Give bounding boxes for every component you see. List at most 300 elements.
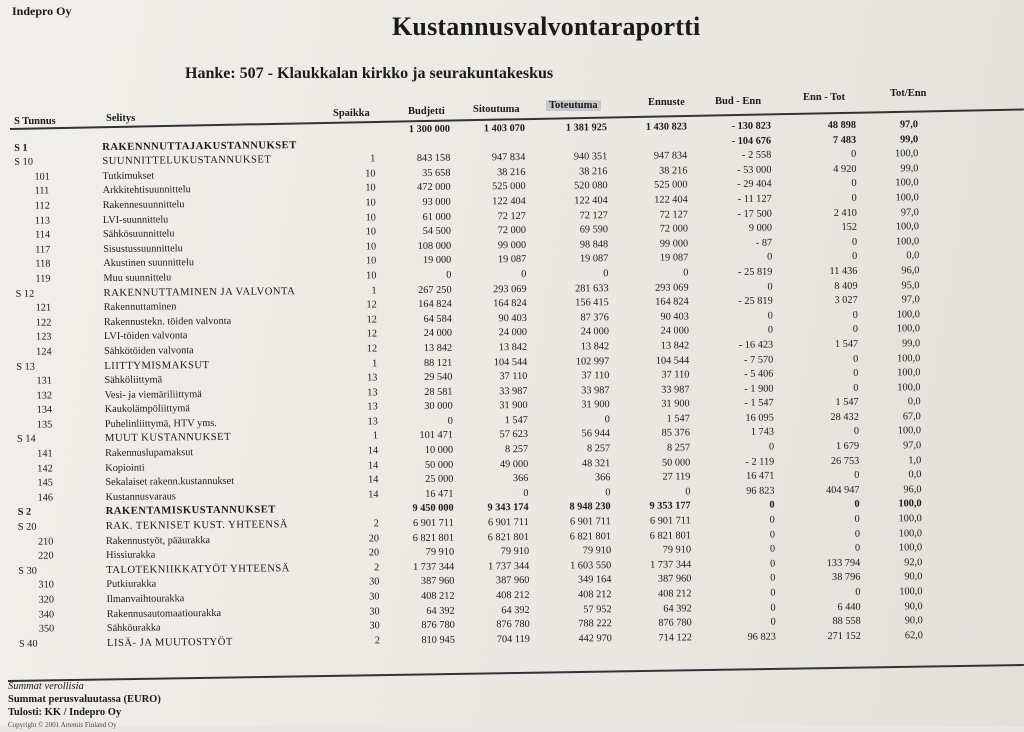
row-budjetti: 843 158 [390, 152, 450, 167]
row-tot-enn: 97,0 [873, 439, 921, 454]
row-toteutuma: 57 952 [550, 603, 612, 618]
row-enn-tot: 133 794 [794, 557, 860, 572]
row-tot-enn: 100,0 [871, 191, 919, 206]
row-spaikka: 20 [349, 547, 379, 562]
row-ennuste [625, 135, 687, 136]
report-footer [8, 680, 161, 732]
row-bud-enn: 0 [709, 499, 775, 514]
row-tot-enn: 100,0 [874, 498, 922, 513]
row-spaikka: 13 [348, 386, 378, 401]
row-description: Hissiurakka [106, 549, 155, 564]
row-toteutuma: 788 222 [550, 617, 612, 632]
row-description: Rakennesuunnittelu [103, 198, 185, 213]
row-sitoutuma: 876 780 [470, 618, 530, 633]
row-enn-tot: 1 547 [793, 396, 859, 411]
row-enn-tot: 0 [794, 527, 860, 542]
row-description: RAKENTAMISKUSTANNUKSET [106, 504, 276, 520]
row-tot-enn: 100,0 [871, 220, 919, 235]
row-sitoutuma [465, 137, 525, 138]
row-enn-tot: 152 [791, 221, 857, 236]
row-sitoutuma: 72 127 [466, 210, 526, 225]
row-ennuste: 714 122 [630, 631, 692, 646]
row-enn-tot: 88 558 [795, 615, 861, 630]
row-enn-tot: 0 [794, 498, 860, 513]
row-ennuste: 387 960 [629, 573, 691, 588]
row-budjetti: 79 910 [394, 546, 454, 561]
row-description: RAKENNUTTAMINEN JA VALVONTA [104, 285, 296, 301]
row-budjetti: 64 584 [392, 312, 452, 327]
row-description: Putkiurakka [106, 578, 156, 593]
row-description: Rakennustekn. töiden valvonta [104, 315, 231, 331]
row-description: Sähkötöiden valvonta [104, 344, 194, 359]
row-toteutuma: 33 987 [547, 384, 609, 399]
row-code: S 12 [16, 287, 35, 302]
row-code: S 14 [17, 433, 36, 448]
footer-printed: Tulosti: KK / Indepro Oy [8, 706, 161, 719]
row-budjetti: 16 471 [393, 488, 453, 503]
row-bud-enn: 0 [707, 324, 773, 339]
row-toteutuma: 69 590 [546, 223, 608, 238]
row-budjetti: 408 212 [394, 590, 454, 605]
row-enn-tot: 0 [791, 177, 857, 192]
row-budjetti: 54 500 [391, 225, 451, 240]
row-description: Arkkitehtisuunnittelu [103, 184, 191, 199]
row-budjetti: 0 [393, 415, 453, 430]
row-enn-tot: 0 [794, 542, 860, 557]
row-toteutuma: 0 [546, 267, 608, 282]
row-bud-enn: - 16 423 [707, 338, 773, 353]
row-sitoutuma: 33 987 [468, 385, 528, 400]
row-tot-enn: 100,0 [872, 352, 920, 367]
row-enn-tot: 0 [794, 586, 860, 601]
row-spaikka: 30 [349, 590, 379, 605]
col-selitys: Selitys [106, 113, 135, 124]
row-tot-enn: 0,0 [873, 395, 921, 410]
row-budjetti: 0 [391, 269, 451, 284]
row-bud-enn: - 130 823 [705, 120, 771, 135]
row-bud-enn: 9 000 [706, 222, 772, 237]
row-enn-tot: 0 [793, 469, 859, 484]
row-spaikka: 10 [346, 211, 376, 226]
row-bud-enn: - 17 500 [706, 207, 772, 222]
row-tot-enn: 100,0 [874, 541, 922, 556]
row-ennuste: 0 [626, 266, 688, 281]
row-description: LISÄ- JA MUUTOSTYÖT [107, 636, 233, 652]
row-tot-enn: 1,0 [873, 454, 921, 469]
row-sitoutuma: 99 000 [466, 239, 526, 254]
row-sitoutuma: 387 960 [469, 574, 529, 589]
row-bud-enn: 16 095 [708, 411, 774, 426]
row-code: 131 [36, 375, 52, 390]
row-bud-enn: 0 [710, 616, 776, 631]
row-description: SUUNNITTELUKUSTANNUKSET [102, 154, 271, 170]
row-budjetti: 50 000 [393, 458, 453, 473]
row-sitoutuma: 1 547 [468, 414, 528, 429]
row-budjetti: 88 121 [392, 356, 452, 371]
row-toteutuma: 281 633 [547, 282, 609, 297]
row-description: Rakennuslupamaksut [105, 446, 193, 461]
col-toteutuma: Toteutuma [546, 100, 601, 111]
row-code: 101 [34, 170, 50, 185]
row-enn-tot: 271 152 [795, 630, 861, 645]
row-bud-enn: - 11 127 [706, 193, 772, 208]
row-code: S 2 [18, 506, 32, 521]
row-spaikka: 20 [349, 532, 379, 547]
row-description: Muu suunnittelu [103, 271, 171, 286]
row-budjetti: 93 000 [391, 196, 451, 211]
row-enn-tot: 6 440 [795, 600, 861, 615]
row-bud-enn: 0 [710, 601, 776, 616]
row-sitoutuma: 293 069 [467, 282, 527, 297]
row-budjetti: 64 392 [395, 604, 455, 619]
row-spaikka: 30 [349, 576, 379, 591]
row-code: 350 [39, 623, 55, 638]
row-tot-enn: 0,0 [871, 250, 919, 265]
row-description: Tutkimukset [102, 169, 154, 184]
row-tot-enn: 62,0 [875, 629, 923, 644]
row-ennuste: 525 000 [626, 179, 688, 194]
row-budjetti: 876 780 [395, 619, 455, 634]
row-spaikka: 10 [345, 167, 375, 182]
col-ennuste: Ennuste [648, 97, 685, 108]
row-budjetti: 810 945 [395, 633, 455, 648]
row-ennuste: 79 910 [629, 544, 691, 559]
row-tot-enn: 100,0 [872, 308, 920, 323]
row-spaikka: 10 [346, 226, 376, 241]
row-bud-enn: 0 [706, 251, 772, 266]
row-toteutuma: 72 127 [546, 209, 608, 224]
row-ennuste: 0 [628, 485, 690, 500]
row-spaikka: 12 [347, 299, 377, 314]
row-tot-enn: 100,0 [873, 425, 921, 440]
row-toteutuma: 38 216 [545, 165, 607, 180]
row-toteutuma: 37 110 [547, 369, 609, 384]
row-sitoutuma: 947 834 [465, 151, 525, 166]
row-tot-enn: 92,0 [874, 556, 922, 571]
row-ennuste: 1 430 823 [625, 120, 687, 135]
row-budjetti: 29 540 [392, 371, 452, 386]
row-toteutuma: 8 257 [548, 442, 610, 457]
row-budjetti: 101 471 [393, 429, 453, 444]
row-code: 141 [37, 448, 53, 463]
row-description: Puhelinliittymä, HTV yms. [105, 417, 217, 433]
col-tunnus: S Tunnus [14, 116, 56, 127]
row-budjetti: 164 824 [392, 298, 452, 313]
row-code: 220 [38, 550, 54, 565]
row-code: 113 [35, 214, 50, 229]
row-code: 118 [35, 258, 50, 273]
row-description: Sähkösuunnittelu [103, 227, 175, 242]
row-tot-enn: 96,0 [871, 264, 919, 279]
row-toteutuma: 349 164 [549, 574, 611, 589]
row-budjetti: 6 901 711 [394, 517, 454, 532]
row-description: Akustinen suunnittelu [103, 256, 194, 271]
row-code: S 30 [18, 564, 37, 579]
row-enn-tot: 0 [792, 367, 858, 382]
row-toteutuma [545, 136, 607, 137]
row-description: LVI-töiden valvonta [104, 330, 188, 345]
row-toteutuma: 8 948 230 [549, 501, 611, 516]
row-sitoutuma: 8 257 [468, 443, 528, 458]
row-enn-tot: 3 027 [792, 294, 858, 309]
row-bud-enn: 96 823 [708, 484, 774, 499]
row-ennuste: 50 000 [628, 456, 690, 471]
row-spaikka: 14 [348, 444, 378, 459]
row-enn-tot: 0 [791, 236, 857, 251]
row-description: Sähköurakka [107, 622, 161, 637]
row-bud-enn: - 25 819 [706, 266, 772, 281]
row-sitoutuma: 6 901 711 [469, 516, 529, 531]
row-spaikka: 13 [347, 371, 377, 386]
row-description: RAKENNNUTTAJAKUSTANNUKSET [102, 139, 297, 155]
row-spaikka: 10 [346, 240, 376, 255]
row-tot-enn: 96,0 [873, 483, 921, 498]
row-tot-enn: 100,0 [872, 322, 920, 337]
footer-copyright: Copyright © 2001 Artemis Finland Oy [8, 719, 161, 732]
row-spaikka: 12 [347, 313, 377, 328]
row-tot-enn: 97,0 [872, 293, 920, 308]
row-budjetti: 6 821 801 [394, 531, 454, 546]
row-enn-tot: 0 [790, 148, 856, 163]
row-ennuste: 947 834 [625, 150, 687, 165]
row-tot-enn: 95,0 [872, 279, 920, 294]
row-tot-enn: 100,0 [874, 527, 922, 542]
row-code: S 10 [14, 156, 33, 171]
row-sitoutuma: 72 000 [466, 224, 526, 239]
row-spaikka: 10 [346, 182, 376, 197]
row-tot-enn: 97,0 [871, 206, 919, 221]
row-sitoutuma: 0 [468, 487, 528, 502]
row-spaikka: 1 [345, 153, 375, 168]
row-budjetti: 9 450 000 [394, 502, 454, 517]
row-ennuste: 876 780 [630, 617, 692, 632]
row-code: 121 [36, 302, 52, 317]
row-bud-enn: 96 823 [710, 630, 776, 645]
row-ennuste: 13 842 [627, 339, 689, 354]
row-bud-enn: 16 471 [708, 470, 774, 485]
row-code: 114 [35, 229, 50, 244]
row-toteutuma: 520 080 [546, 180, 608, 195]
row-bud-enn: 0 [709, 528, 775, 543]
row-budjetti: 267 250 [392, 283, 452, 298]
row-enn-tot: 404 947 [793, 484, 859, 499]
row-budjetti: 1 737 344 [394, 560, 454, 575]
row-sitoutuma: 366 [468, 472, 528, 487]
row-ennuste: 72 127 [626, 208, 688, 223]
row-tot-enn: 90,0 [874, 571, 922, 586]
row-budjetti: 30 000 [393, 400, 453, 415]
row-bud-enn: 0 [709, 572, 775, 587]
row-spaikka: 12 [347, 328, 377, 343]
row-enn-tot: 0 [791, 192, 857, 207]
row-description: Rakennustyöt, pääurakka [106, 534, 210, 550]
row-budjetti: 108 000 [391, 239, 451, 254]
row-budjetti: 13 842 [392, 342, 452, 357]
row-enn-tot: 7 483 [790, 133, 856, 148]
row-spaikka: 30 [350, 605, 380, 620]
row-sitoutuma: 1 737 344 [469, 560, 529, 575]
row-description: Ilmanvaihtourakka [106, 592, 184, 607]
row-tot-enn: 99,0 [872, 337, 920, 352]
row-enn-tot: 0 [791, 250, 857, 265]
row-tot-enn: 100,0 [872, 381, 920, 396]
row-ennuste: 1 547 [628, 412, 690, 427]
row-toteutuma: 366 [548, 471, 610, 486]
row-toteutuma: 156 415 [547, 296, 609, 311]
row-ennuste: 72 000 [626, 223, 688, 238]
row-description: Sähköliittymä [104, 374, 162, 389]
row-sitoutuma: 37 110 [467, 370, 527, 385]
row-sitoutuma: 1 403 070 [465, 122, 525, 137]
row-toteutuma: 13 842 [547, 340, 609, 355]
row-code: 122 [36, 316, 52, 331]
row-budjetti: 472 000 [391, 181, 451, 196]
row-toteutuma: 6 821 801 [549, 530, 611, 545]
page-title: Kustannusvalvontaraportti [392, 12, 700, 42]
row-code: 124 [36, 345, 52, 360]
row-spaikka: 2 [349, 517, 379, 532]
row-sitoutuma: 164 824 [467, 297, 527, 312]
row-code: 111 [35, 185, 50, 200]
row-sitoutuma: 38 216 [465, 166, 525, 181]
row-code: 119 [35, 272, 50, 287]
row-code: S 1 [14, 141, 28, 156]
row-spaikka: 1 [347, 284, 377, 299]
row-bud-enn: 0 [707, 280, 773, 295]
row-ennuste: 6 821 801 [629, 529, 691, 544]
row-toteutuma: 0 [548, 413, 610, 428]
row-enn-tot: 8 409 [792, 279, 858, 294]
col-enn-tot: Enn - Tot [803, 92, 845, 103]
row-enn-tot: 2 410 [791, 206, 857, 221]
row-bud-enn: 0 [709, 587, 775, 602]
row-tot-enn: 100,0 [870, 147, 918, 162]
row-code: 112 [35, 199, 50, 214]
row-bud-enn: 0 [707, 309, 773, 324]
row-code: 123 [36, 331, 52, 346]
row-enn-tot: 11 436 [791, 265, 857, 280]
row-sitoutuma: 31 900 [468, 399, 528, 414]
row-tot-enn: 100,0 [874, 585, 922, 600]
row-code: 320 [38, 594, 54, 609]
col-budjetti: Budjetti [408, 106, 445, 117]
row-description: Kustannusvaraus [105, 490, 175, 505]
row-toteutuma: 1 603 550 [549, 559, 611, 574]
row-ennuste: 1 737 344 [629, 558, 691, 573]
row-sitoutuma: 79 910 [469, 545, 529, 560]
row-sitoutuma: 122 404 [466, 195, 526, 210]
row-ennuste: 90 403 [627, 310, 689, 325]
row-sitoutuma: 90 403 [467, 312, 527, 327]
row-sitoutuma: 57 623 [468, 428, 528, 443]
row-spaikka: 12 [347, 342, 377, 357]
row-description: LVI-suunnittelu [103, 213, 169, 228]
row-enn-tot: 4 920 [790, 163, 856, 178]
row-tot-enn: 90,0 [875, 614, 923, 629]
row-budjetti: 1 300 000 [390, 123, 450, 138]
row-bud-enn: - 25 819 [707, 295, 773, 310]
row-enn-tot: 28 432 [793, 411, 859, 426]
row-code: 310 [38, 579, 54, 594]
row-ennuste: 293 069 [627, 281, 689, 296]
row-toteutuma: 6 901 711 [549, 515, 611, 530]
row-ennuste: 122 404 [626, 193, 688, 208]
row-budjetti: 10 000 [393, 444, 453, 459]
row-ennuste: 27 119 [628, 471, 690, 486]
row-spaikka: 13 [348, 401, 378, 416]
row-enn-tot: 48 898 [790, 119, 856, 134]
row-sitoutuma: 408 212 [469, 589, 529, 604]
row-description: Kaukolämpöliittymä [105, 402, 190, 417]
row-spaikka: 10 [346, 269, 376, 284]
row-toteutuma: 940 351 [545, 150, 607, 165]
row-code: S 13 [16, 360, 35, 375]
row-ennuste: 6 901 711 [629, 514, 691, 529]
row-spaikka: 2 [349, 561, 379, 576]
row-ennuste: 99 000 [626, 237, 688, 252]
row-enn-tot: 0 [793, 425, 859, 440]
row-ennuste: 9 353 177 [629, 500, 691, 515]
row-code: 132 [37, 389, 53, 404]
row-ennuste: 104 544 [627, 354, 689, 369]
row-bud-enn: - 29 404 [706, 178, 772, 193]
row-toteutuma: 79 910 [549, 544, 611, 559]
row-budjetti: 35 658 [390, 166, 450, 181]
row-toteutuma: 122 404 [546, 194, 608, 209]
row-budjetti: 25 000 [393, 473, 453, 488]
row-toteutuma: 24 000 [547, 325, 609, 340]
row-ennuste: 408 212 [629, 587, 691, 602]
row-tot-enn: 67,0 [873, 410, 921, 425]
row-tot-enn: 100,0 [872, 366, 920, 381]
row-spaikka: 10 [346, 255, 376, 270]
row-tot-enn: 100,0 [871, 235, 919, 250]
row-ennuste: 19 087 [626, 252, 688, 267]
row-bud-enn: 0 [709, 514, 775, 529]
row-spaikka: 14 [348, 488, 378, 503]
row-toteutuma: 408 212 [549, 588, 611, 603]
row-bud-enn: - 7 570 [707, 353, 773, 368]
row-code: 146 [38, 491, 54, 506]
row-tot-enn: 100,0 [871, 177, 919, 192]
row-bud-enn: - 53 000 [705, 163, 771, 178]
row-spaikka: 14 [348, 474, 378, 489]
row-sitoutuma: 24 000 [467, 326, 527, 341]
row-sitoutuma: 9 343 174 [469, 501, 529, 516]
row-budjetti: 387 960 [394, 575, 454, 590]
row-enn-tot: 1 547 [792, 338, 858, 353]
row-spaikka: 1 [348, 430, 378, 445]
col-tot-enn: Tot/Enn [890, 88, 926, 99]
row-code: 134 [37, 404, 53, 419]
row-enn-tot: 0 [792, 323, 858, 338]
row-budjetti: 61 000 [391, 210, 451, 225]
row-bud-enn: - 5 406 [707, 368, 773, 383]
row-toteutuma: 102 997 [547, 355, 609, 370]
row-sitoutuma: 525 000 [466, 180, 526, 195]
row-sitoutuma: 19 087 [466, 253, 526, 268]
project-title: Hanke: 507 - Klaukkalan kirkko ja seurakuntakeskus [185, 65, 553, 83]
row-code: 142 [37, 462, 53, 477]
row-enn-tot: 1 679 [793, 440, 859, 455]
row-code: 340 [39, 608, 55, 623]
col-bud-enn: Bud - Enn [715, 96, 761, 107]
row-enn-tot: 38 796 [794, 571, 860, 586]
row-description: MUUT KUSTANNUKSET [105, 431, 231, 447]
row-bud-enn: 0 [709, 543, 775, 558]
row-description: Sisustussuunnittelu [103, 242, 183, 257]
row-sitoutuma: 49 000 [468, 458, 528, 473]
